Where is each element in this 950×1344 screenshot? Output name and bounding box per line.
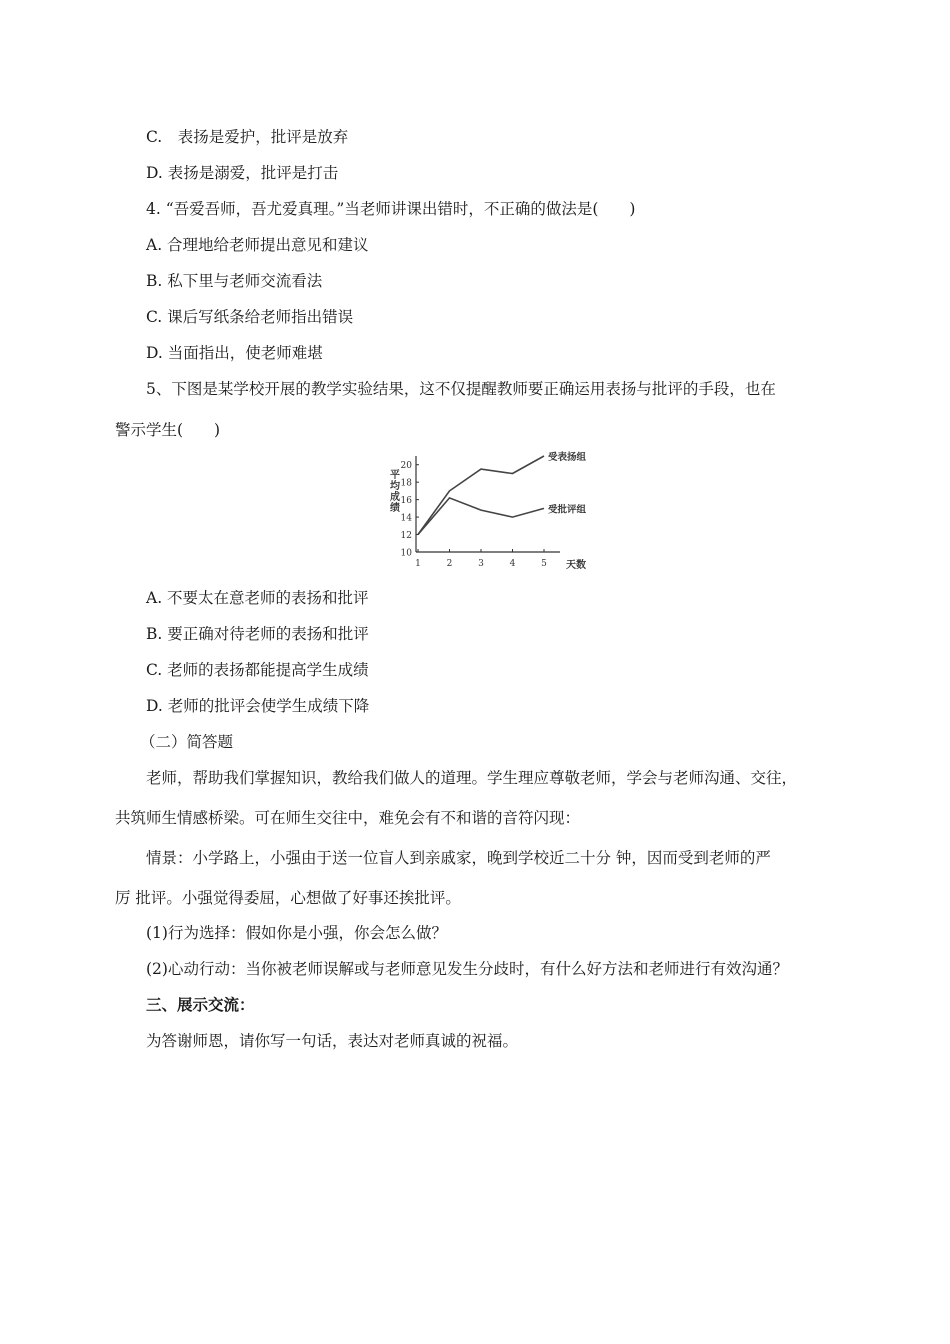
option-c-q5: C. 老师的表扬都能提高学生成绩 — [146, 661, 369, 679]
x-tick-label: 3 — [478, 559, 484, 569]
y-tick-label: 10 — [400, 548, 412, 559]
scenario-text-cont: 厉 批评。小强觉得委屈，心想做了好事还挨批评。 — [115, 889, 461, 907]
question-5-cont: 警示学生( ) — [115, 421, 221, 439]
question-5: 5、下图是某学校开展的教学实验结果，这不仅提醒教师要正确运用表扬与批评的手段，也在 — [146, 380, 776, 398]
x-tick-label: 5 — [541, 559, 547, 569]
option-c-q3: C. 表扬是爱护，批评是放弃 — [146, 128, 349, 146]
sub-question-1: (1)行为选择：假如你是小强，你会怎么做？ — [146, 924, 447, 942]
option-d-q5: D. 老师的批评会使学生成绩下降 — [146, 697, 370, 715]
series-label: 受批评组 — [548, 504, 587, 516]
x-tick-label: 1 — [415, 559, 421, 569]
y-tick-label: 14 — [400, 513, 412, 524]
x-tick-label: 2 — [446, 559, 453, 569]
score-line-chart — [370, 448, 596, 572]
question-4: 4. “吾爱吾师，吾尤爱真理。”当老师讲课出错时，不正确的做法是( ) — [146, 200, 636, 218]
option-a-q4: A. 合理地给老师提出意见和建议 — [146, 236, 369, 254]
y-tick-label: 12 — [400, 531, 412, 542]
y-tick-label: 20 — [400, 461, 412, 472]
y-tick-label: 18 — [400, 478, 412, 489]
option-b-q5: B. 要正确对待老师的表扬和批评 — [146, 625, 369, 643]
option-d-q3: D. 表扬是溺爱，批评是打击 — [146, 164, 339, 182]
option-b-q4: B. 私下里与老师交流看法 — [146, 272, 323, 290]
option-c-q4: C. 课后写纸条给老师指出错误 — [146, 308, 354, 326]
option-d-q4: D. 当面指出，使老师难堪 — [146, 344, 323, 362]
section-3-heading: 三、展示交流： — [146, 995, 255, 1014]
x-axis-label: 天数 — [566, 560, 586, 571]
intro-paragraph: 老师，帮助我们掌握知识，教给我们做人的道理。学生理应尊敬老师，学会与老师沟通、交往， — [146, 769, 798, 787]
y-tick-label: 16 — [400, 496, 412, 507]
option-a-q5: A. 不要太在意老师的表扬和批评 — [146, 589, 369, 607]
series-label: 受表扬组 — [548, 452, 587, 463]
sub-question-2: (2)心动行动：当你被老师误解或与老师意见发生分歧时，有什么好方法和老师进行有效沟通？ — [146, 960, 788, 978]
scenario-text: 情景：小学路上，小强由于送一位盲人到亲戚家，晚到学校近二十分 钟，因而受到老师的严 — [146, 849, 771, 867]
y-axis-label: 平均成绩 — [390, 470, 400, 514]
intro-paragraph-cont: 共筑师生情感桥梁。可在师生交往中，难免会有不和谐的音符闪现： — [115, 809, 581, 827]
section-3-prompt: 为答谢师恩，请你写一句话，表达对老师真诚的祝福。 — [146, 1032, 519, 1050]
x-tick-label: 4 — [509, 559, 516, 569]
section-short-answer: （二）简答题 — [140, 733, 234, 751]
